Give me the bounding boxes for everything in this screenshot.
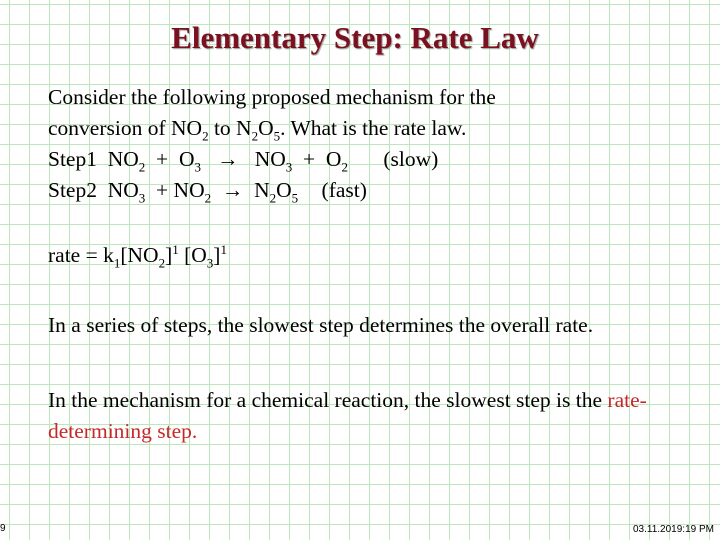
rate-law-equation: rate = $k_1[NO_2]^1$ $[O_3]^1$ <box>48 241 227 271</box>
slide-number: 9 <box>0 523 6 534</box>
paragraph-rate-determining-step: In the mechanism for a chemical reaction, the slowest step is the rate-determining step. <box>48 388 647 443</box>
step2-rate-note: (fast) <box>321 178 367 202</box>
step2-label: Step2 <box>48 178 97 202</box>
paragraph-slowest-step: In a series of steps, the slowest step determines the overall rate. <box>48 313 594 337</box>
intro-line-1: Consider the following proposed mechanism for the <box>48 85 496 109</box>
slide-title: Elementary Step: Rate Law <box>171 20 539 55</box>
step1-rate-note: (slow) <box>383 147 439 171</box>
mechanism-step-1: Step1 $NO_2 + O_3$ → $NO_3 + O_2$ (slow) <box>48 147 439 175</box>
mechanism-step-2: Step2 $NO_3 + NO_2 \to N_2O_5$ (fast) <box>48 178 367 206</box>
reaction-arrow-icon: → <box>217 147 239 171</box>
slide-body <box>48 82 688 447</box>
reaction-arrow-icon: → <box>221 178 244 202</box>
slide-timestamp: 03.11.2019:19 PM <box>633 524 714 535</box>
intro-line-2: conversion of $NO_2$ to $N_2O_5$. What is the rate law. <box>48 116 467 144</box>
rate-determining-step-highlight: rate-determining step. <box>48 388 647 443</box>
step1-label: Step1 <box>48 147 97 171</box>
